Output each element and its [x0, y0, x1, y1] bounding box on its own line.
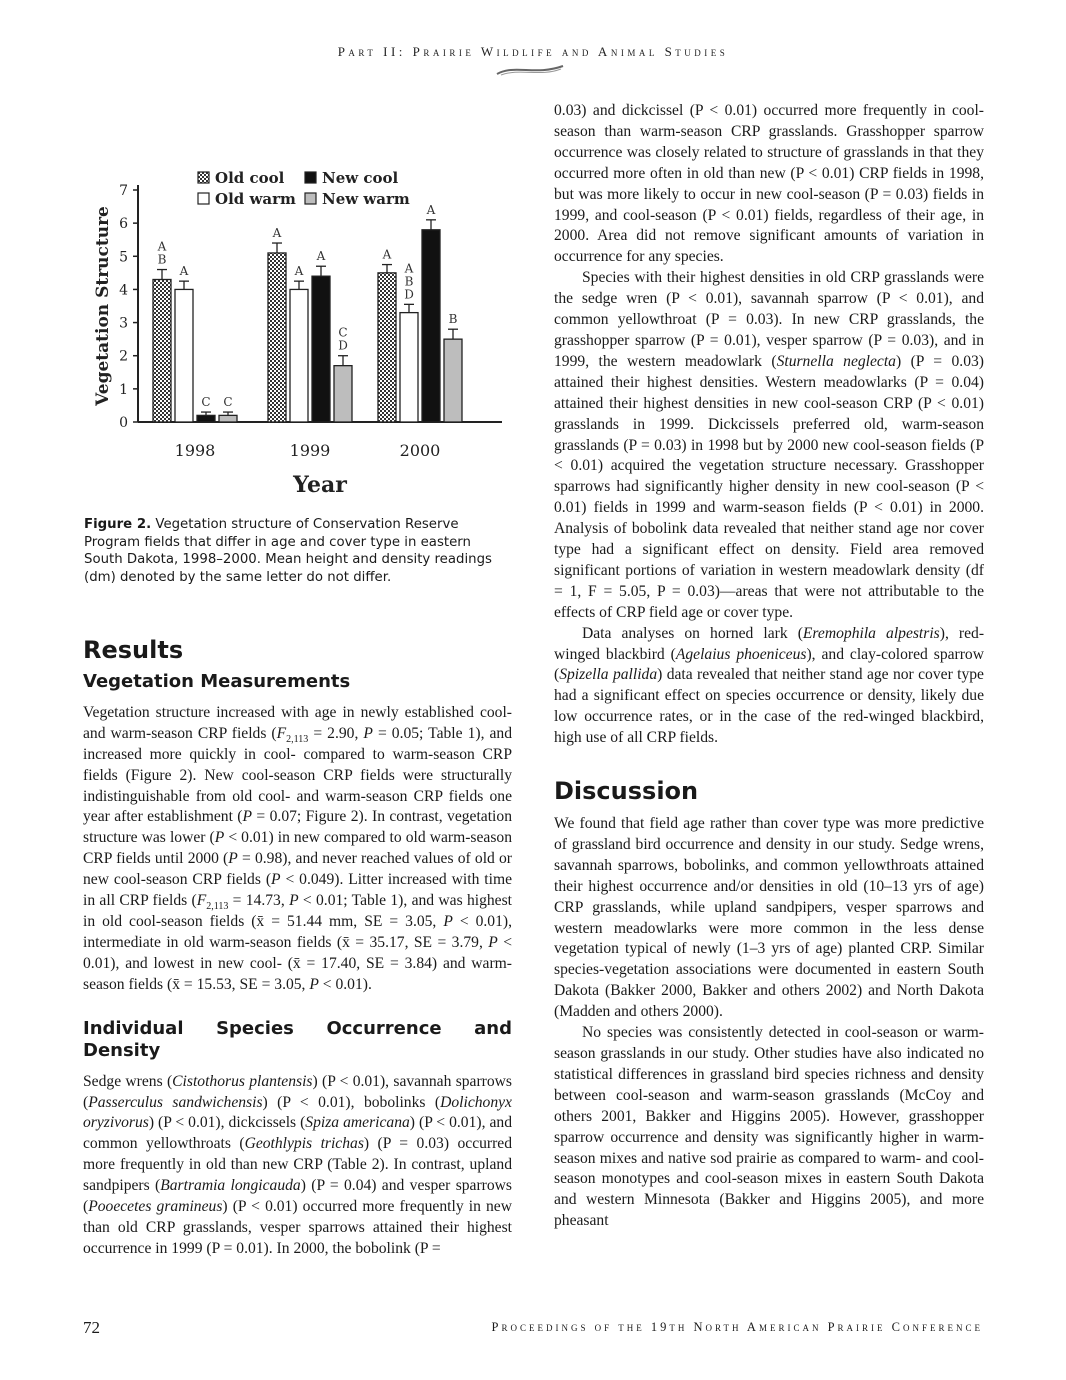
y-tick-label: 3	[119, 315, 128, 332]
vegetation-structure-chart	[90, 160, 515, 505]
significance-letter: A	[179, 264, 189, 279]
vegetation-measurements-heading: Vegetation Measurements	[83, 670, 351, 692]
legend-label: Old cool	[215, 169, 285, 187]
legend-swatch	[198, 193, 209, 204]
figure-caption	[84, 516, 512, 586]
bar-checker-2000	[378, 273, 396, 422]
significance-letter: C	[338, 325, 348, 340]
significance-letter: D	[338, 338, 348, 353]
significance-letter: A	[272, 226, 282, 241]
x-tick-label: 1998	[174, 441, 216, 460]
x-axis-label: Year	[293, 472, 347, 498]
discussion-paragraph-2: No species was consistently detected in cool-season or warm-season grasslands in our study. Other studies have also indicated no statistical differences in grassland bird species richness and density between cool-season and warm-season grasslands (McCoy and others 2001, Bakker and Higgins 2005). However, grasshopper sparrow occurrence and density was significantly higher in warm-season mixes and native sod prairie as compared to warm- and cool-season monotypes and cool-season mixes in eastern South Dakota and western Minnesota (Bakker and Higgins 2005), and more pheasant	[554, 1024, 984, 1230]
proceedings-footer: Proceedings of the 19th North American Prairie Conference	[491, 1320, 983, 1334]
bar-checker-1998	[153, 279, 171, 422]
discussion-heading: Discussion	[554, 777, 699, 806]
legend-label: Old warm	[215, 190, 296, 208]
significance-letter: A	[382, 247, 392, 262]
left-column	[83, 636, 513, 1260]
y-axis-label: Vegetation Structure	[93, 206, 113, 406]
significance-letter: C	[223, 395, 233, 410]
significance-letter: A	[157, 239, 167, 254]
significance-letter: D	[404, 287, 414, 302]
significance-letter: A	[404, 261, 414, 276]
bar-checker-1999	[268, 253, 286, 422]
bar-gray-1999	[334, 366, 352, 422]
y-tick-label: 6	[119, 216, 128, 233]
species-paragraph: Sedge wrens (Cistothorus plantensis) (P < 0.01), savannah sparrows (Passerculus sandwichensis) (P < 0.01), bobolinks (Dolichonyx oryzivorus) (P < 0.01), dickcissels (Spiza americana) (P < 0.01), and common yellowthroats (Geothlypis trichas) (P = 0.03) occurred more frequently in old than new CRP (Table 2). In contrast, upland sandpipers (Bartramia longicauda) (P = 0.04) and vesper sparrows (Pooecetes gramineus) (P < 0.01) occurred more frequently in new than old CRP grasslands, vesper sparrows attained their highest occurrence in 1999 (P = 0.01). In 2000, the bobolink (P =	[83, 1072, 513, 1257]
right-column	[554, 101, 984, 1232]
y-tick-label: 0	[119, 415, 128, 431]
page-number: 72	[83, 1318, 100, 1337]
bar-black-1999	[312, 276, 330, 422]
bar-white-2000	[400, 313, 418, 422]
y-tick-label: 1	[119, 381, 128, 398]
bar-gray-1998	[219, 415, 237, 422]
significance-letter: B	[157, 252, 167, 267]
ornament-swash	[495, 62, 565, 78]
y-tick-label: 5	[119, 249, 128, 266]
occurrence-paragraph-cont: 0.03) and dickcissel (P < 0.01) occurred more frequently in cool-season than warm-season CRP grasslands. Grasshopper sparrow occurrence was closely related to structure of grasslands in that they occurred more often in old than new (P < 0.01) CRP fields in 1998, but was more likely to occur in new cool-season (P = 0.03) fields in 1999, and cool-season (P < 0.01) fields, regardless of their age, in 2000. Area did not remove significant amounts of variation in occurrence for any species.	[554, 102, 984, 266]
significance-letter: A	[294, 264, 304, 279]
legend-label: New warm	[322, 190, 410, 208]
significance-letter: B	[404, 274, 414, 289]
y-tick-label: 4	[119, 282, 128, 299]
significance-letter: B	[448, 312, 458, 327]
species-heading: Individual Species Occurrence and Density	[83, 1017, 512, 1061]
results-heading: Results	[83, 636, 184, 664]
significance-letter: A	[426, 202, 436, 217]
legend-label: New cool	[322, 169, 399, 187]
legend-swatch	[305, 193, 316, 204]
running-header: Part II: Prairie Wildlife and Animal Studies	[337, 44, 729, 59]
legend-swatch	[198, 172, 209, 183]
caption-text: Vegetation structure of Conservation Reserve Program fields that differ in age and cover type in eastern South Dakota, 1998–2000. Mean height and density readings (dm) denoted by the same letter do not differ.	[84, 517, 492, 585]
discussion-paragraph-1: We found that field age rather than cover type was more predictive of grassland bird occurrence and density in our study. Sedge wrens, savannah sparrows, bobolinks, and common yellowthroats attained their highest occurrence and/or densities in old (10–13 yrs of age) CRP grasslands, while upland sandpipers, vesper sparrows and western meadowlarks were more common in the less dense vegetation typical of newly (1–3 yrs of age) planted CRP. Similar species-vegetation associations were documented in eastern South Dakota (Bakker 2000, Bakker and others 2002) and North Dakota (Madden and others 2000).	[554, 815, 984, 1021]
significance-letter: A	[316, 249, 326, 264]
caption-label: Figure 2.	[84, 517, 152, 532]
bar-white-1999	[290, 289, 308, 422]
y-tick-label: 2	[119, 348, 128, 365]
y-tick-label: 7	[119, 183, 128, 199]
significance-letter: C	[201, 395, 211, 410]
x-tick-label: 1999	[289, 441, 331, 460]
vegetation-paragraph: Vegetation structure increased with age in newly established cool- and warm-season CRP fields ($F_{2,113} = 2.90$, P = 0.05; Table 1), and increased more quickly in cool- compared to warm-season CRP fields (Figure 2). New cool-season CRP fields were structurally indistinguishable from old cool- and warm-season CRP fields one year after establishment (P = 0.07; Figure 2). In contrast, vegetation structure was lower (P < 0.01) in new compared to old warm-season CRP fields until 2000 (P = 0.98), and never reached values of old or new cool-season CRP fields (P < 0.049). Litter increased with time in all CRP fields ($F_{2,113} = 14.73$, P < 0.01; Table 1), and was highest in old cool-season fields (x̄ = 51.44 mm, SE = 3.05, P < 0.01), intermediate in old warm-season fields (x̄ = 35.17, SE = 3.79, P < 0.01), and lowest in new cool- (x̄ = 17.40, SE = 3.84) and warm-season fields (x̄ = 15.53, SE = 3.05, P < 0.01).	[83, 703, 513, 993]
bar-white-1998	[175, 289, 193, 422]
density-paragraph: Species with their highest densities in old CRP grasslands were the sedge wren (P < 0.01), savannah sparrow (P < 0.01), and common yellowthroat (P = 0.03). In new CRP grasslands, the grasshopper sparrow (P = 0.01), vesper sparrow (P = 0.03), and in 1999, the western meadowlark (Sturnella neglecta) (P = 0.03) attained their highest densities. Western meadowlarks (P = 0.04) attained their highest densities in new cool-season CRP (P < 0.01) grasslands in 1999. Dickcissels preferred old, warm-season grasslands (P = 0.03) in 1998 but by 2000 new cool-season fields (P < 0.01) acquired the vegetation structure necessary. Grasshopper sparrows had significantly higher density in new cool-season (P < 0.01) fields in 1999 and warm-season fields (P < 0.01) in 2000. Analysis of bobolink data revealed that neither stand age nor cover type had a significant effect on density. Field area removed significant portions of variation in western meadowlark density (df = 1, F = 5.05, P = 0.03)—areas that were not attributable to the effects of CRP field age or cover type.	[554, 269, 984, 621]
legend-swatch	[305, 172, 316, 183]
x-tick-label: 2000	[399, 441, 441, 460]
horned-lark-paragraph: Data analyses on horned lark (Eremophila alpestris), red-winged blackbird (Agelaius phoeniceus), and clay-colored sparrow (Spizella pallida) data revealed that neither stand age nor cover type had a significant effect on species occurrence or density, likely due low occurrence rates, or in the case of the red-winged blackbird, high use of all CRP fields.	[554, 624, 985, 747]
bar-black-1998	[197, 415, 215, 422]
bar-black-2000	[422, 230, 440, 422]
bar-gray-2000	[444, 339, 462, 422]
